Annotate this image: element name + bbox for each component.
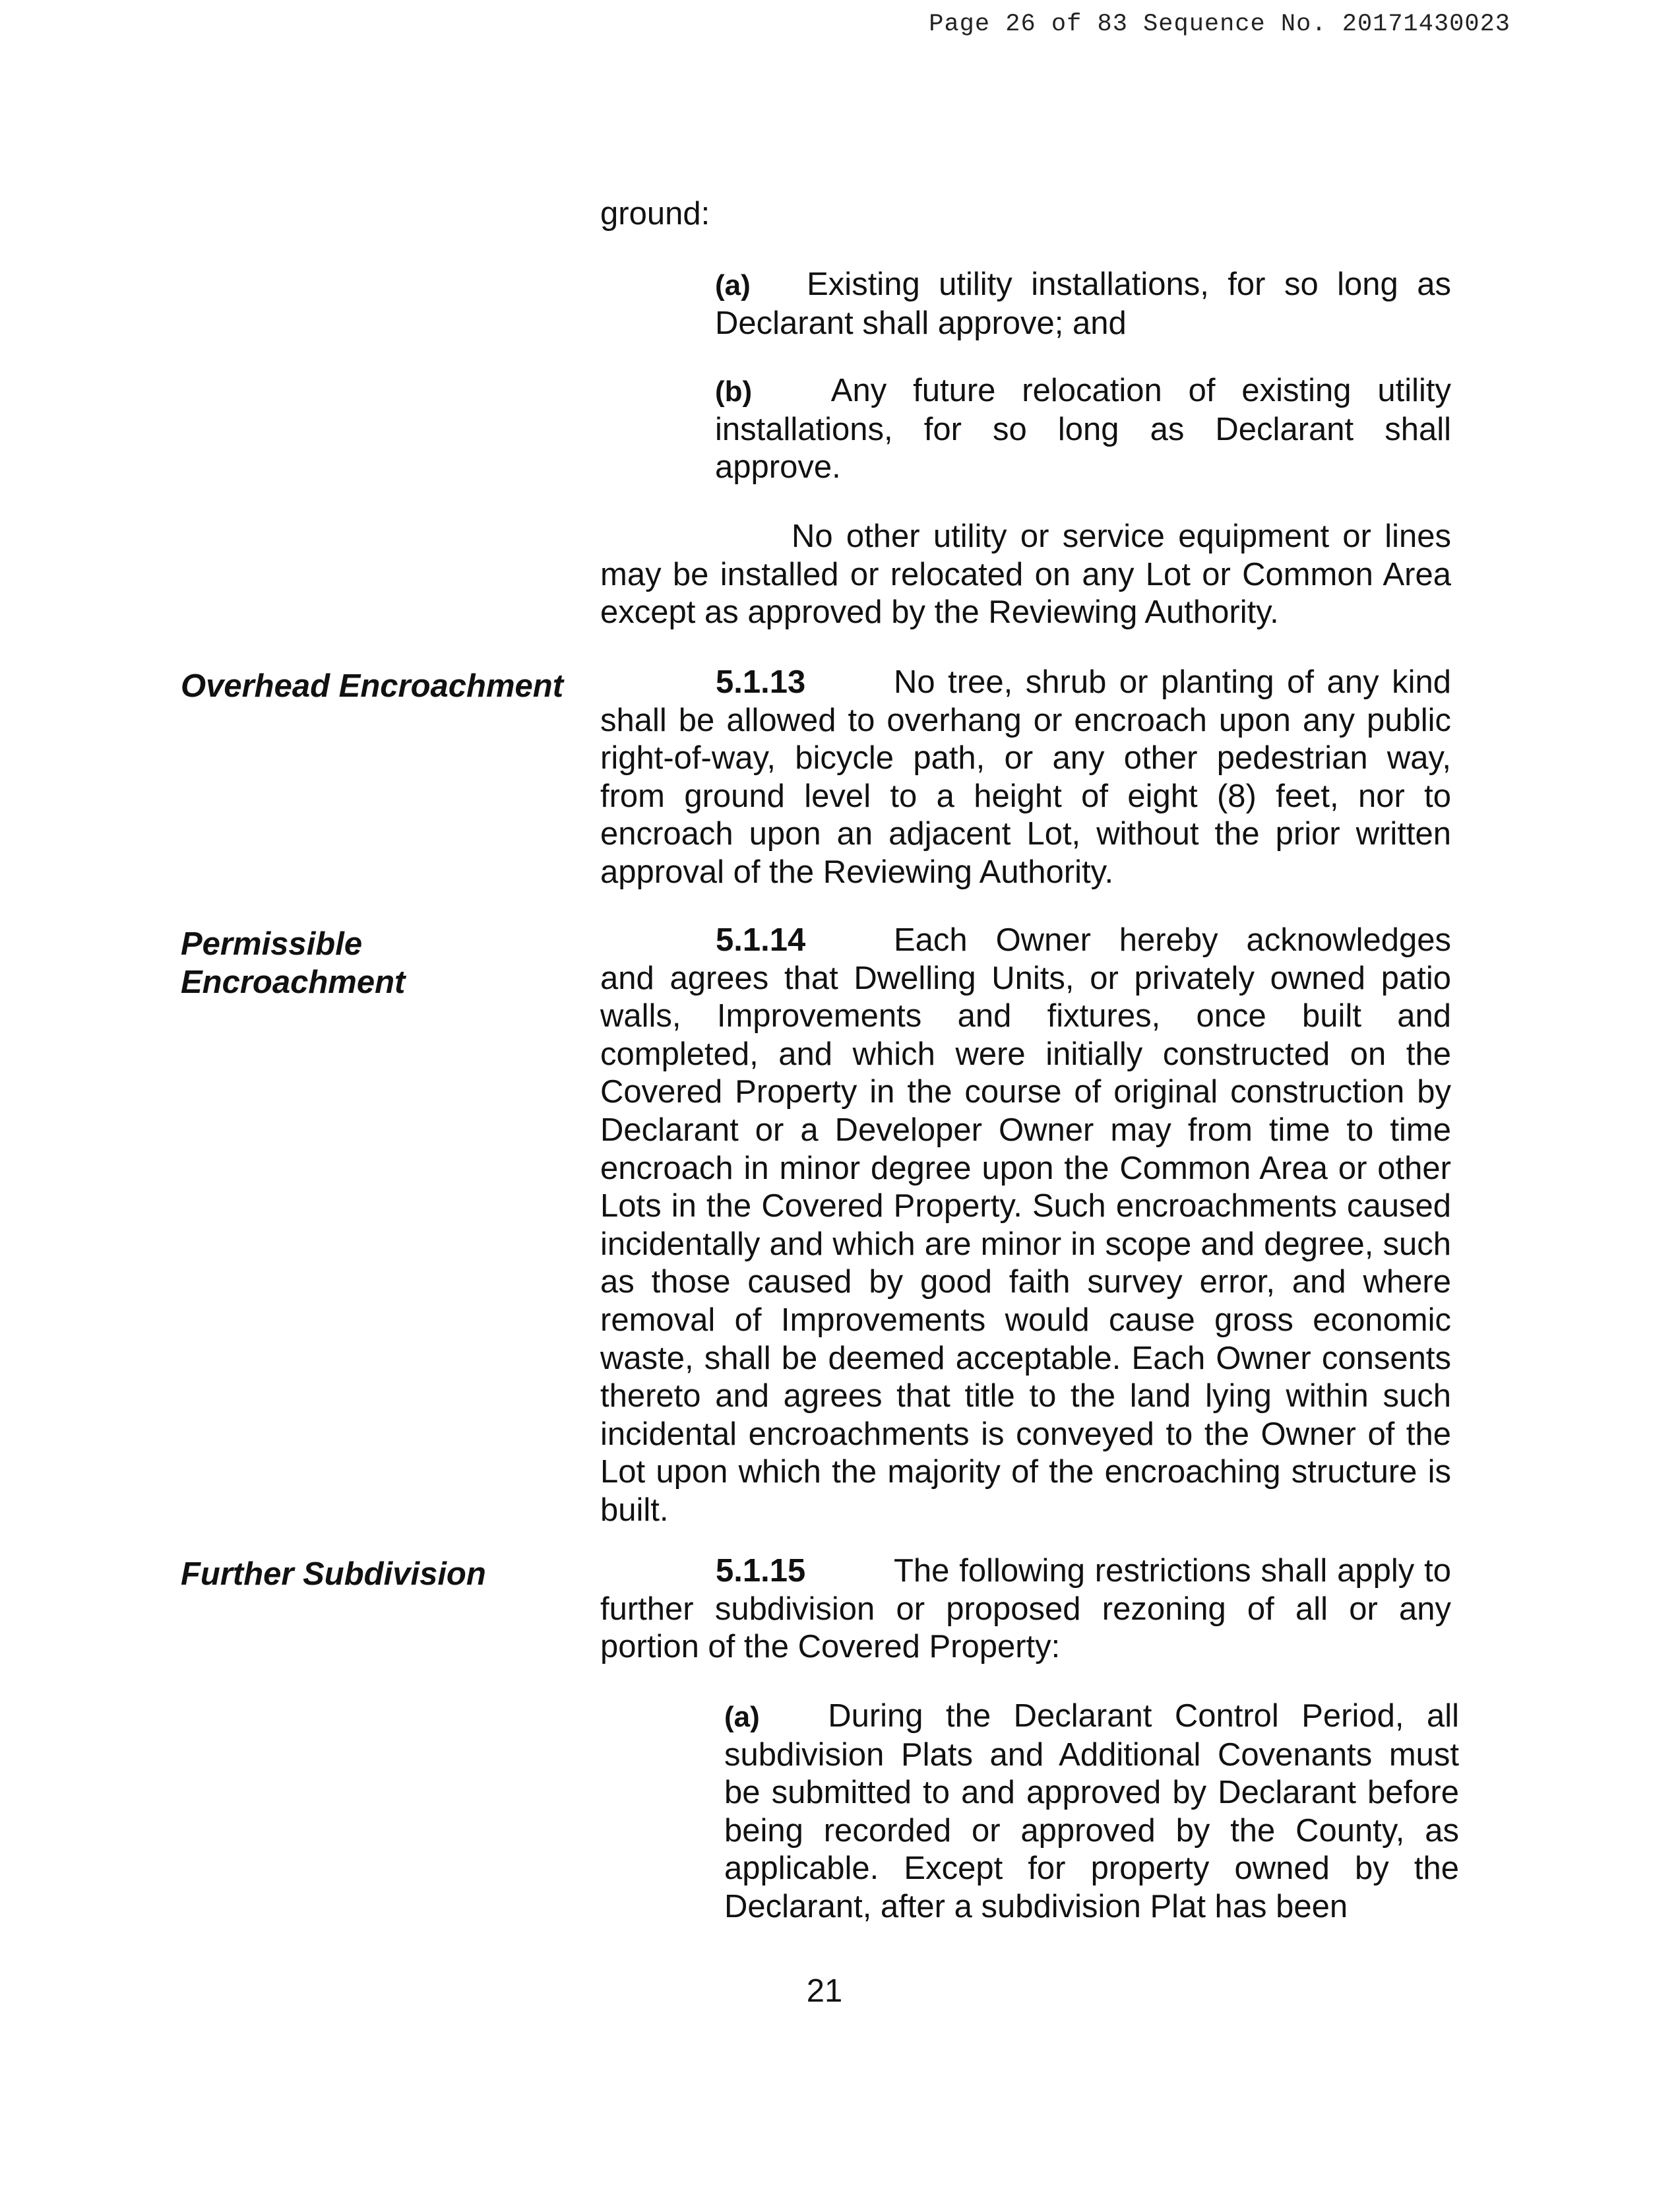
utility-item-a [715, 266, 1451, 342]
page-number: 21 [806, 1973, 843, 2009]
item-text: Existing utility installations, for so long as Declarant shall approve; and [715, 267, 1451, 341]
item-text: During the Declarant Control Period, all subdivision Plats and Additional Covenants must be submitted to and approved by Declarant before being recorded or approved by the County, as applicable. Except for property owned by the Declarant, after a subdivision Plat has been [724, 1698, 1460, 1924]
section-label-overhead-encroachment: Overhead Encroachment [181, 668, 564, 704]
section-text: The following restrictions shall apply to further subdivision or proposed rezoning of all or any portion of the Covered Property: [600, 1553, 1451, 1665]
section-number: 5.1.14 [716, 922, 806, 958]
continuation-text: ground: [600, 196, 710, 232]
item-marker: (b) [715, 375, 753, 408]
item-marker: (a) [724, 1701, 760, 1733]
utility-item-b [715, 372, 1451, 487]
section-number: 5.1.15 [716, 1553, 806, 1589]
section-5-1-14 [600, 922, 1451, 1530]
utility-note-paragraph: No other utility or service equipment or lines may be installed or relocated on any Lot or Common Area except as approved by the Reviewing Authority. [600, 519, 1451, 631]
section-label-further-subdivision: Further Subdivision [181, 1556, 486, 1592]
section-5-1-15 [600, 1552, 1451, 1666]
section-text: Each Owner hereby acknowledges and agrees that Dwelling Units, or privately owned patio walls, Improvements and fixtures, once built and completed, and which were initially constructed on the Covered Property in the course of original construction by Declarant or a Developer Owner may from time to time encroach in minor degree upon the Common Area or other Lots in the Covered Property. Such encroachments caused incidentally and which are minor in scope and degree, such as those caused by good faith survey error, and where removal of Improvements would cause gross economic waste, shall be deemed acceptable. Each Owner consents thereto and agrees that title to the land lying within such incidental encroachments is conveyed to the Owner of the Lot upon which the majority of the encroaching structure is built. [600, 922, 1451, 1528]
item-text: Any future relocation of existing utility installations, for so long as Declarant shall approve. [715, 373, 1451, 486]
section-number: 5.1.13 [716, 664, 806, 700]
section-label-permissible-encroachment: Permissible Encroachment [181, 926, 406, 1000]
subdivision-item-a [724, 1697, 1459, 1926]
page-header: Page 26 of 83 Sequence No. 20171430023 [929, 11, 1510, 38]
section-5-1-13 [600, 664, 1451, 892]
item-marker: (a) [715, 269, 751, 301]
section-text: No tree, shrub or planting of any kind shall be allowed to overhang or encroach upon any public right-of-way, bicycle path, or any other pedestrian way, from ground level to a height of eight (8) feet, nor to encroach upon an adjacent Lot, without the prior written approval of the Reviewing Authority. [600, 664, 1451, 890]
